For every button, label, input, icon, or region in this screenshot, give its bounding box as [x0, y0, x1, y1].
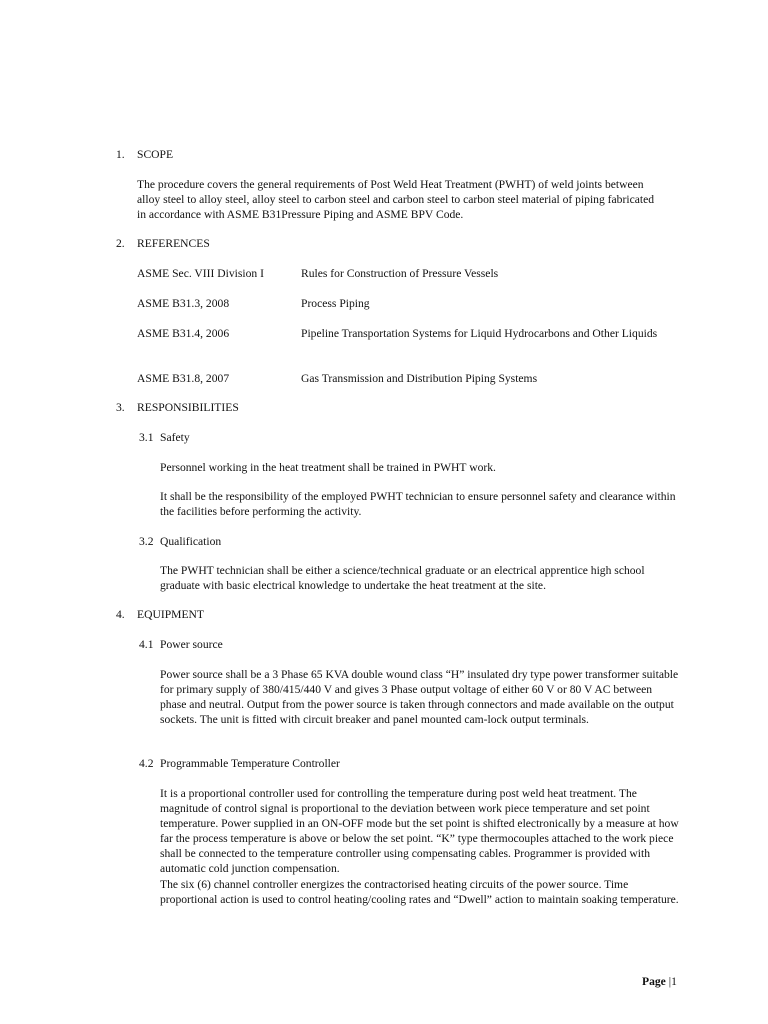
subsection-number-qualification: 3.2 [139, 535, 154, 548]
subsection-title-safety: Safety [160, 431, 190, 444]
subsection-title-controller: Programmable Temperature Controller [160, 757, 340, 770]
reference-description: Gas Transmission and Distribution Piping Systems [301, 372, 538, 385]
reference-code: ASME B31.4, 2006 [137, 327, 230, 340]
subsection-title-qualification: Qualification [160, 535, 222, 548]
section-number-equipment: 4. [116, 608, 125, 621]
reference-description: Process Piping [301, 297, 370, 310]
reference-description: Pipeline Transportation Systems for Liquid Hydrocarbons and Other Liquids [301, 327, 658, 340]
controller-paragraph-1: It is a proportional controller used for controlling the temperature during post weld heat treatment. The magnitude of control signal is proportional to the deviation between work piece temperature and set point temperature. Power supplied in an ON-OFF mode but the set point is shifted electronically by a measure at how far the process temperature is above or below the set point. “K” type thermocouples attached to the work piece shall be connected to the temperature controller using compensating cables. Programmer is provided with automatic cold junction compensation. [160, 787, 679, 875]
section-title-scope: SCOPE [137, 148, 174, 161]
safety-paragraph-1: Personnel working in the heat treatment shall be trained in PWHT work. [160, 461, 496, 474]
subsection-title-power-source: Power source [160, 638, 223, 651]
page-footer [642, 974, 677, 989]
controller-paragraph-2: The six (6) channel controller energizes the contractorised heating circuits of the power source. Time proportional action is used to control heating/cooling rates and “Dwell” action to maintain soaking temperature. [160, 878, 679, 906]
section-number-scope: 1. [116, 148, 125, 161]
reference-code: ASME B31.3, 2008 [137, 297, 230, 310]
power-source-paragraph: Power source shall be a 3 Phase 65 KVA double wound class “H” insulated dry type power transformer suitable for primary supply of 380/415/440 V and gives 3 Phase output voltage of either 60 V or 80 V AC between phase and neutral. Output from the power source is taken through connectors and made available on the output sockets. The unit is fitted with circuit breaker and panel mounted cam-lock output terminals. [160, 668, 679, 726]
section-number-responsibilities: 3. [116, 401, 125, 414]
reference-description: Rules for Construction of Pressure Vessels [301, 267, 499, 280]
subsection-number-controller: 4.2 [139, 757, 154, 770]
page-separator: | [668, 975, 672, 988]
reference-code: ASME Sec. VIII Division I [137, 267, 264, 280]
section-title-equipment: EQUIPMENT [137, 608, 204, 621]
scope-paragraph: The procedure covers the general requirements of Post Weld Heat Treatment (PWHT) of weld joints between alloy steel to alloy steel, alloy steel to carbon steel and carbon steel to carbon steel material of piping fabricated in accordance with ASME B31Pressure Piping and ASME BPV Code. [137, 178, 655, 221]
subsection-number-power-source: 4.1 [139, 638, 154, 651]
section-title-responsibilities: RESPONSIBILITIES [137, 401, 239, 414]
reference-code: ASME B31.8, 2007 [137, 372, 230, 385]
qualification-paragraph: The PWHT technician shall be either a science/technical graduate or an electrical apprentice high school graduate with basic electrical knowledge to undertake the heat treatment at the site. [160, 564, 645, 592]
safety-paragraph-2: It shall be the responsibility of the employed PWHT technician to ensure personnel safety and clearance within the facilities before performing the activity. [160, 490, 676, 518]
section-number-references: 2. [116, 237, 125, 250]
page-label: Page [642, 975, 666, 988]
section-title-references: REFERENCES [137, 237, 210, 250]
subsection-number-safety: 3.1 [139, 431, 154, 444]
page-number: 1 [671, 975, 677, 988]
